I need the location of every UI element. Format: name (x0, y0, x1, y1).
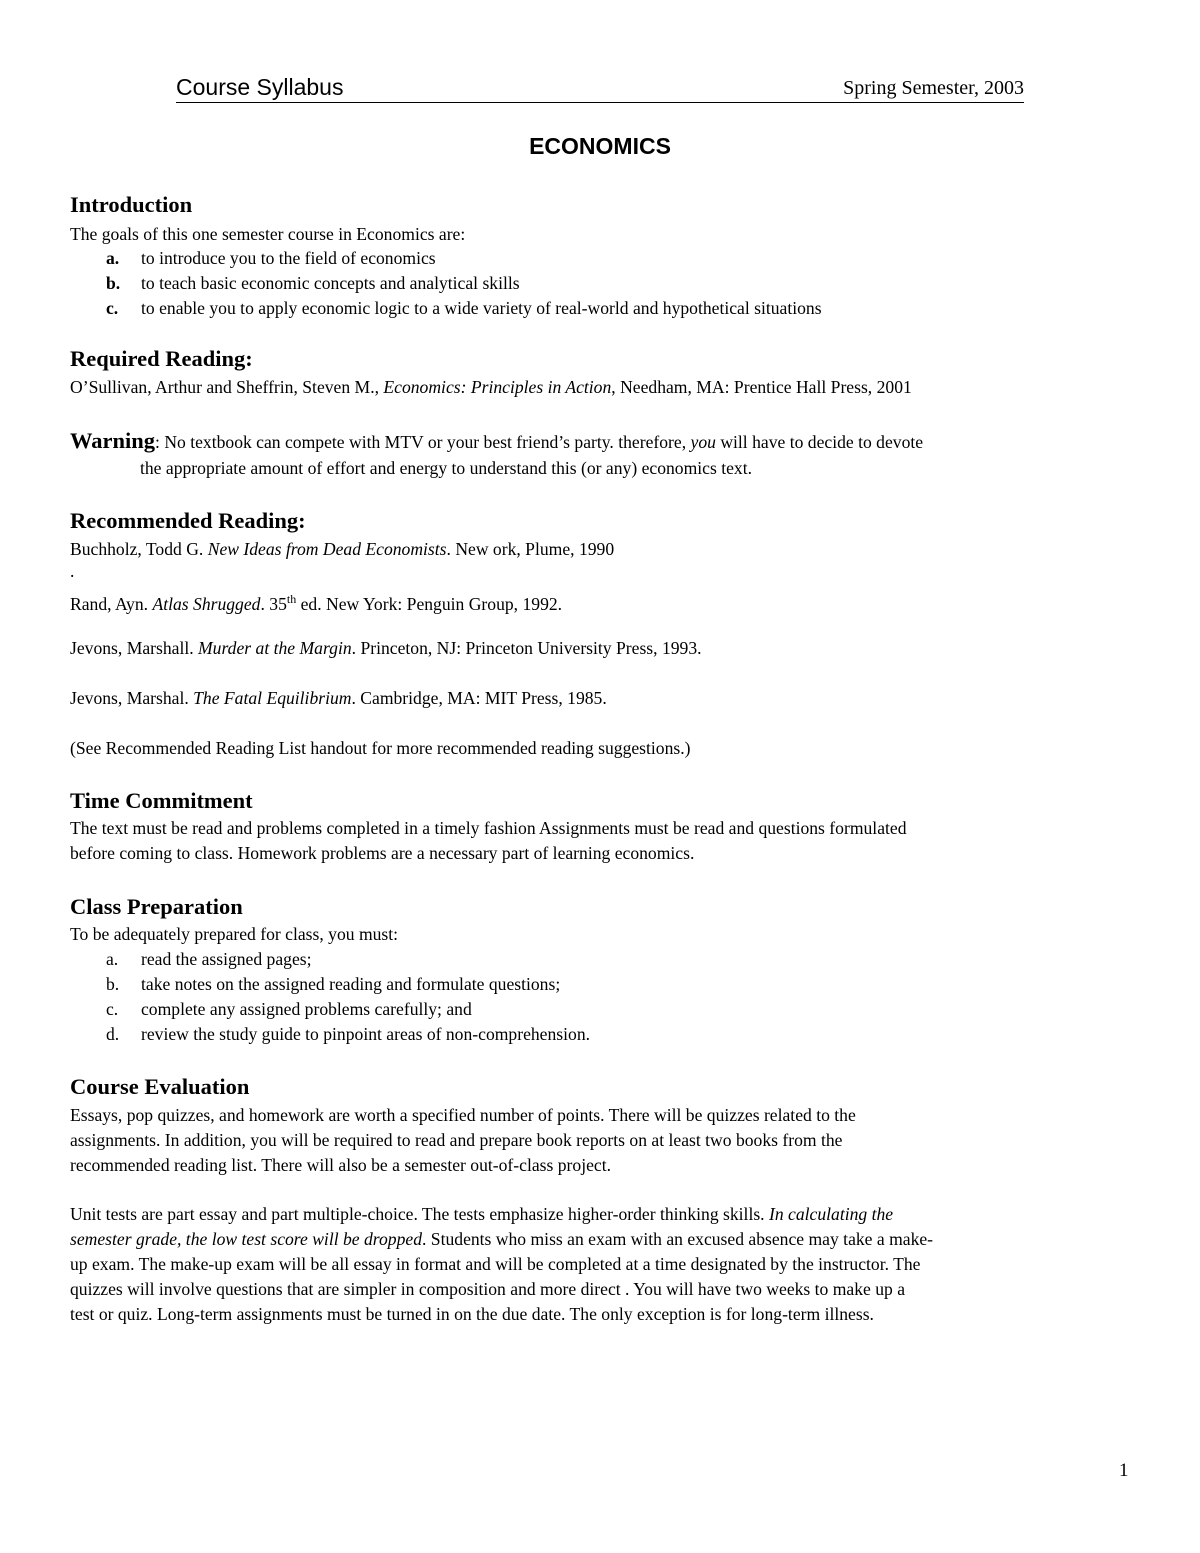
preparation-item (106, 1022, 590, 1047)
edition-superscript: th (286, 592, 297, 606)
evaluation-emphasis: In calculating the (768, 1204, 894, 1224)
warning-text: : No textbook can compete with MTV or your best friend’s party. therefore, (155, 432, 691, 452)
evaluation-line: assignments. In addition, you will be required to read and prepare book reports on at least two books from the (70, 1130, 843, 1150)
required-reading-book-title: Economics: Principles in Action (383, 377, 612, 397)
goal-text: to teach basic economic concepts and analytical skills (141, 273, 520, 293)
recommended-book (70, 636, 1140, 661)
book-details: . New ork, Plume, 1990 (446, 539, 615, 559)
warning-emphasis: you (690, 432, 716, 452)
evaluation-text: Unit tests are part essay and part multiple-choice. The tests emphasize higher-order thinking skills. (70, 1204, 769, 1224)
goal-item (106, 296, 822, 321)
warning-line-2: the appropriate amount of effort and energy to understand this (or any) economics text. (140, 458, 753, 478)
book-details: . Princeton, NJ: Princeton University Press, 1993. (351, 638, 702, 658)
warning-label: Warning (70, 428, 156, 453)
evaluation-line: quizzes will involve questions that are simpler in composition and more direct . You will have two weeks to make up a (70, 1279, 906, 1299)
recommended-book (70, 686, 1140, 711)
preparation-text: take notes on the assigned reading and formulate questions; (141, 974, 561, 994)
book-author: Buchholz, Todd G. (70, 539, 208, 559)
book-author: Jevons, Marshall. (70, 638, 199, 658)
preparation-text: complete any assigned problems carefully; and (141, 999, 472, 1019)
recommended-book (70, 537, 1140, 562)
page-header (176, 74, 1024, 103)
course-evaluation-heading: Course Evaluation (70, 1074, 250, 1099)
class-preparation-lead: To be adequately prepared for class, you must: (70, 924, 399, 944)
goal-text: to enable you to apply economic logic to a wide variety of real-world and hypothetical situations (141, 298, 822, 318)
preparation-marker: d. (106, 1024, 120, 1044)
evaluation-line: up exam. The make-up exam will be all essay in format and will be completed at a time designated by the instructor. The (70, 1254, 921, 1274)
preparation-item (106, 997, 472, 1022)
book-author: Jevons, Marshal. (70, 688, 194, 708)
evaluation-line (70, 1227, 1140, 1252)
warning-text-cont: will have to decide to devote (715, 432, 924, 452)
preparation-item (106, 947, 312, 972)
book-details-cont: ed. New York: Penguin Group, 1992. (296, 593, 563, 614)
goal-item (106, 271, 520, 296)
goal-marker: c. (106, 298, 119, 318)
introduction-lead: The goals of this one semester course in Economics are: (70, 224, 466, 244)
required-reading-authors: O’Sullivan, Arthur and Sheffrin, Steven M., (70, 377, 384, 397)
book-title: The Fatal Equilibrium (193, 688, 352, 708)
book-title: Murder at the Margin (198, 638, 352, 658)
goal-marker: a. (106, 248, 120, 268)
goal-marker: b. (106, 273, 121, 293)
document-title: ECONOMICS (529, 133, 671, 159)
required-reading-citation (70, 375, 1140, 400)
evaluation-line: Essays, pop quizzes, and homework are worth a specified number of points. There will be quizzes related to the (70, 1105, 856, 1125)
recommended-reading-note: (See Recommended Reading List handout for more recommended reading suggestions.) (70, 738, 691, 758)
recommended-book (70, 587, 1140, 617)
evaluation-line: test or quiz. Long-term assignments must be turned in on the due date. The only exception is for long-term illness. (70, 1304, 874, 1324)
preparation-item (106, 972, 560, 997)
time-commitment-heading: Time Commitment (70, 788, 253, 813)
evaluation-line: recommended reading list. There will also be a semester out-of-class project. (70, 1155, 611, 1175)
goal-item (106, 246, 436, 271)
book-title: Atlas Shrugged (152, 593, 261, 614)
preparation-marker: a. (106, 949, 119, 969)
evaluation-emphasis: semester grade, the low test score will be dropped (70, 1229, 422, 1249)
warning-line-1 (70, 428, 1140, 455)
introduction-heading: Introduction (70, 192, 193, 217)
time-commitment-line: The text must be read and problems completed in a timely fashion Assignments must be read and questions formulated (70, 818, 907, 838)
preparation-marker: b. (106, 974, 120, 994)
evaluation-line (70, 1202, 1140, 1227)
evaluation-text: . Students who miss an exam with an excused absence may take a make- (422, 1229, 934, 1249)
goal-text: to introduce you to the field of economics (141, 248, 436, 268)
header-course-syllabus: Course Syllabus (176, 74, 344, 100)
page-number: 1 (1119, 1460, 1129, 1481)
preparation-text: review the study guide to pinpoint areas of non-comprehension. (141, 1024, 591, 1044)
stray-period: . (70, 561, 75, 581)
book-author: Rand, Ayn. (70, 593, 153, 614)
book-details: . 35 (260, 593, 287, 614)
book-title: New Ideas from Dead Economists (207, 539, 447, 559)
class-preparation-heading: Class Preparation (70, 894, 243, 919)
header-semester: Spring Semester, 2003 (843, 77, 1024, 99)
required-reading-heading: Required Reading: (70, 346, 253, 371)
preparation-marker: c. (106, 999, 119, 1019)
recommended-reading-heading: Recommended Reading: (70, 508, 306, 533)
required-reading-details: , Needham, MA: Prentice Hall Press, 2001 (611, 377, 912, 397)
time-commitment-line: before coming to class. Homework problems are a necessary part of learning economics. (70, 843, 695, 863)
book-details: . Cambridge, MA: MIT Press, 1985. (351, 688, 607, 708)
preparation-text: read the assigned pages; (141, 949, 312, 969)
